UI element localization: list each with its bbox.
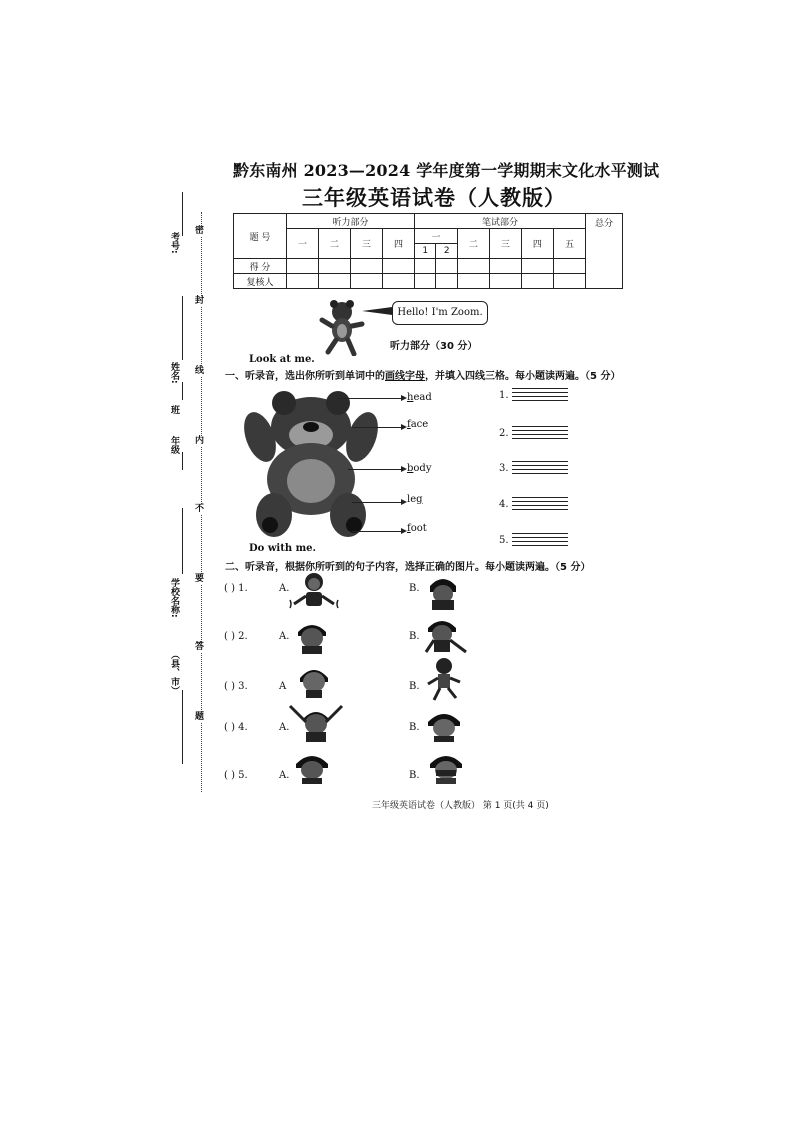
do-with-me-caption: Do with me. [249,543,317,554]
page-footer: 三年级英语试卷（人教版） 第 1 页(共 4 页) [372,801,549,811]
four-line-grid-3[interactable] [512,461,568,474]
score-table [233,213,623,289]
q2-3a-child-image [294,662,334,698]
reviewer-cell[interactable] [287,274,319,289]
listening-col-3: 三 [350,229,382,259]
q2-4a-child-arms-up-image [284,700,346,742]
county-blank [182,690,183,764]
q2-item-1-option-b: B. [409,583,420,594]
question-1-instruction: 一、听录音，选出你所听到单词中的画线字母，并填入四线三格。每小题读两遍。（5 分） [225,371,621,382]
answer-number-4: 4. [499,499,509,510]
look-at-me-caption: Look at me. [249,354,315,365]
seal-char-5: 不 [195,504,205,514]
q2-3b-child-jumping-image [424,656,464,702]
score-cell[interactable] [553,259,585,274]
q2-2b-child-pointing-image [420,614,468,654]
q2-item-4-option-a: A. [279,722,290,733]
score-row-label: 得 分 [234,259,287,274]
seal-char-4: 内 [195,436,205,446]
listening-col-2: 二 [318,229,350,259]
reviewer-cell[interactable] [414,274,436,289]
grade-blank [182,452,183,470]
score-cell[interactable] [414,259,436,274]
q2-item-4-option-b: B. [409,722,420,733]
score-cell[interactable] [521,259,553,274]
seal-char-3: 线 [195,366,205,376]
score-cell[interactable] [318,259,350,274]
county-label: （县、市） [169,650,179,695]
reviewer-cell[interactable] [553,274,585,289]
school-name-label: 学校名称: [169,578,179,618]
reviewer-cell[interactable] [382,274,414,289]
score-cell[interactable] [436,259,458,274]
four-line-grid-2[interactable] [512,426,568,439]
word-head: head [407,392,432,403]
exam-number-blank [182,192,183,236]
question-2-instruction: 二、听录音，根据你所听到的句子内容，选择正确的图片。每小题读两遍。（5 分） [225,562,591,573]
q2-4b-child-face-image [424,706,464,742]
writing-col-4: 四 [521,229,553,259]
score-cell[interactable] [457,259,489,274]
q2-item-3-option-a: A [279,681,287,692]
answer-number-2: 2. [499,428,509,439]
writing-col-2: 二 [457,229,489,259]
seal-char-2: 封 [195,296,205,306]
head-arrow [338,398,402,399]
face-arrow [352,427,402,428]
q2-item-2-bracket[interactable]: ( ) 2. [224,631,248,642]
reviewer-cell[interactable] [318,274,350,289]
word-body: body [407,463,432,474]
school-name-blank [182,508,183,574]
exam-title-line-1: 黔东南州 2023—2024 学年度第一学期期末文化水平测试 [233,161,660,180]
word-foot: foot [407,523,427,534]
seal-char-7: 答 [195,642,205,652]
writing-col-1: 一 [414,229,457,244]
reviewer-cell[interactable] [436,274,458,289]
seal-char-1: 密 [195,226,205,236]
word-leg: leg [407,494,423,505]
q2-item-5-option-a: A. [279,770,290,781]
q2-2a-child-face-image [292,618,332,654]
four-line-grid-4[interactable] [512,497,568,510]
q2-item-4-bracket[interactable]: ( ) 4. [224,722,248,733]
score-cell[interactable] [489,259,521,274]
leg-arrow [352,502,402,503]
q2-item-5-bracket[interactable]: ( ) 5. [224,770,248,781]
foot-arrow [352,531,402,532]
answer-number-5: 5. [499,535,509,546]
writing-col-5: 五 [553,229,585,259]
writing-sub-2: 2 [436,244,458,259]
teddy-bear-image [244,387,378,541]
q2-item-2-option-b: B. [409,631,420,642]
speech-bubble-tail [362,307,392,315]
body-arrow [348,469,402,470]
exam-number-label: 考号: [169,232,179,254]
q2-item-1-option-a: A. [279,583,290,594]
q2-5b-child-covering-mouth-image [424,748,468,784]
word-face: face [407,419,429,430]
name-blank [182,296,183,360]
reviewer-cell[interactable] [489,274,521,289]
writing-header: 笔试部分 [414,214,585,229]
answer-number-1: 1. [499,390,509,401]
grade-label: 年级 [169,436,179,454]
listening-section-title: 听力部分（30 分） [390,341,478,352]
listening-col-4: 四 [382,229,414,259]
reviewer-cell[interactable] [350,274,382,289]
answer-number-3: 3. [499,463,509,474]
reviewer-cell[interactable] [521,274,553,289]
four-line-grid-5[interactable] [512,533,568,546]
exam-title-line-2: 三年级英语试卷（人教版） [302,185,566,210]
q2-item-1-bracket[interactable]: ( ) 1. [224,583,248,594]
writing-sub-1: 1 [414,244,436,259]
seal-char-8: 题 [195,712,205,722]
seal-char-6: 要 [195,574,205,584]
q2-1b-child-touching-face-image [424,572,462,610]
speech-bubble: Hello! I'm Zoom. [392,301,488,325]
reviewer-row-label: 复核人 [234,274,287,289]
question-number-header: 题 号 [234,214,287,259]
class-blank [182,382,183,400]
score-cell[interactable] [382,259,414,274]
q2-item-3-option-b: B. [409,681,420,692]
name-label: 姓名: [169,362,179,384]
class-label: 班 [169,405,179,414]
q2-1a-child-waving-image [288,570,340,612]
q2-item-5-option-b: B. [409,770,420,781]
listening-col-1: 一 [287,229,319,259]
q2-item-3-bracket[interactable]: ( ) 3. [224,681,248,692]
score-cell[interactable] [287,259,319,274]
q2-5a-child-face-image [292,748,332,784]
total-score-header: 总分 [586,214,623,289]
reviewer-cell[interactable] [457,274,489,289]
q2-item-2-option-a: A. [279,631,290,642]
four-line-grid-1[interactable] [512,388,568,401]
listening-header: 听力部分 [287,214,415,229]
score-cell[interactable] [350,259,382,274]
writing-col-3: 三 [489,229,521,259]
zoom-bear-icon [318,298,366,356]
